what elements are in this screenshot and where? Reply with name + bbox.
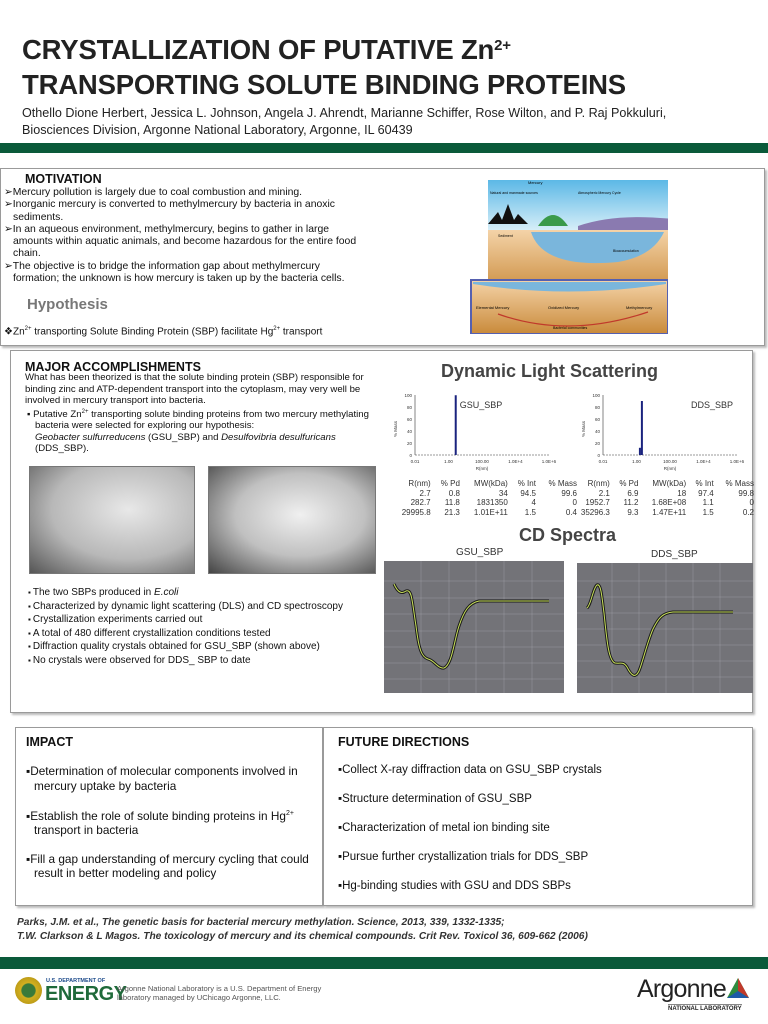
table-cell: 29995.8 [401,507,431,517]
text: Putative Zn [33,408,82,420]
text: (DDS_SBP). [35,443,89,455]
list-item: ▪ No crystals were observed for DDS_ SBP to date [25,654,385,668]
column-header: MW(kDa) [474,479,508,488]
diagram-label: Atmospheric Mercury Cycle [578,191,621,195]
species-2: Desulfovibria desulfuricans [221,431,336,443]
bullet-text: Inorganic mercury is converted to methylmercury by bacteria in anoxic sediments. [12,199,335,223]
dls-chart-dds [577,389,757,471]
accomplishments-list [25,586,385,667]
cd-curve-gsu [394,584,549,668]
doe-small-text: U.S. DEPARTMENT OF [46,978,106,984]
title-line-1: CRYSTALLIZATION OF PUTATIVE Zn [22,34,495,65]
cd-chart-gsu [384,561,564,693]
impact-list [24,764,319,881]
diagram-label: Natural and manmade sources [490,191,538,195]
x-tick-label: 1.0E+4 [696,459,711,464]
list-item: ▪Determination of molecular components involved in mercury uptake by bacteria [26,764,298,793]
crystal-photo-2 [208,466,376,574]
y-axis-label: % Mass [393,420,398,438]
table-cell: 1952.7 [585,498,610,507]
motivation-panel [0,168,765,346]
impact-panel [15,727,323,906]
table-cell: 0.4 [565,507,577,517]
table-cell: 1.1 [702,498,714,507]
table-cell: 1.5 [702,507,714,517]
reference: T.W. Clarkson & L Magos. The toxicology of mercury and its chemical compounds. Crit Rev. Toxicol 36, 609-662 (2006) [17,931,588,942]
list-item: ➢Mercury pollution is largely due to coal combustion and mining. [4,187,303,198]
text: Fill a gap understanding of mercury cycling that could result in better modeling and policy [30,851,309,881]
x-tick-label: 100.00 [475,459,489,464]
text: The two SBPs produced in [32,587,155,598]
list-item: ➢Inorganic mercury is converted to methylmercury by bacteria in anoxic sediments. [4,199,335,223]
sup: 2+ [81,408,89,415]
table-row [571,508,756,518]
table-cell: 0 [572,498,577,507]
column-header: % Pd [440,479,460,488]
sup: 2+ [285,810,294,817]
list-item: ▪Structure determination of GSU_SBP [338,793,532,805]
impact-heading: IMPACT [26,735,73,749]
text: Determination of molecular components involved in mercury uptake by bacteria [30,764,298,793]
diagram-label: Sediment [498,234,513,238]
diagram-label: Bioaccumulation [613,249,639,253]
chart-title: DDS_SBP [690,400,734,410]
header-divider [0,143,768,153]
table-cell: 6.9 [627,488,639,498]
dls-table-dds [571,479,756,517]
x-tick-label: 1.0E+6 [541,459,557,464]
text: Characterization of metal ion binding site [342,822,550,834]
text: Zn [12,326,25,338]
cd-label-dds: DDS_SBP [651,549,698,560]
accomplishments-heading: MAJOR ACCOMPLISHMENTS [25,360,201,374]
x-tick-label: 1.00 [632,459,641,464]
footer-line: Argonne National Laboratory is a U.S. Department of Energy [117,984,322,993]
y-tick-label: 100 [592,393,600,398]
x-tick-label: 100.00 [663,459,677,464]
bullet-text: Mercury pollution is largely due to coal combustion and mining. [12,187,303,198]
list-item: ▪Pursue further crystallization trials for DDS_SBP [338,851,589,863]
putative-text: ▪ Putative $Zn^{2+}$ transporting solute binding proteins from two mercury methylating bacteria were selected for exploring our hypothesis: Geobacter sulfurreducens (GSU_SBP) and Desulfovibria desulfuricans (DDS_SBP). [27,408,369,455]
table-header-row [391,479,579,489]
dls-bar [455,395,457,455]
accomplishments-intro-block [25,372,375,455]
diagram-label: Elemental Mercury [476,305,510,310]
authors: Othello Dione Herbert, Jessica L. Johnson, Angela J. Ahrendt, Marianne Schiffer, Rose Wilton, and P. Raj Pokkuluri, [22,106,667,120]
y-tick-label: 0 [409,453,412,458]
table-cell: 1.68E+08 [651,498,687,507]
text: (GSU_SBP) and [145,431,222,443]
table-cell: 11.2 [623,498,639,507]
diagram-label: Bacterial communities [553,326,588,330]
cd-curve-dds-highlight [587,585,733,676]
table-cell: 35296.3 [580,507,610,517]
footer-line: laboratory managed by UChicago Argonne, LLC. [117,993,281,1002]
gridlines [577,563,753,693]
table-cell: 2.7 [419,488,431,498]
table-cell: 0.8 [448,488,460,498]
y-tick-label: 40 [406,429,412,434]
column-header: % Int [695,479,714,488]
intro-text: What has been theorized is that the solute binding protein (SBP) responsible for binding zinc and ATP-dependent transport into the cytoplasm, may very well be involved in mercury transport into bacteria. [25,372,364,406]
cd-label-gsu: GSU_SBP [456,547,504,558]
column-header: R(nm) [587,479,610,488]
motivation-heading: MOTIVATION [25,172,102,186]
diagram-label: Oxidized Mercury [548,305,580,310]
table-cell: 9.3 [627,507,639,517]
table-cell: 34 [498,488,508,498]
text: transport [280,326,323,338]
column-header: % Pd [619,479,639,488]
y-tick-label: 40 [594,429,600,434]
x-tick-label: 0.01 [598,459,608,464]
x-axis-label: R(nm) [475,466,489,471]
list-item: ▪Characterization of metal ion binding site [338,822,550,834]
chart-title: GSU_SBP [459,400,503,410]
bullet-text: The objective is to bridge the information gap about methylmercury formation; the unknown is how mercury is taken up by the bacteria cells. [12,260,345,285]
hypothesis-heading: Hypothesis [27,296,108,313]
sup: 2+ [273,326,281,332]
footer-divider [0,957,768,969]
doe-seal-logo [15,977,42,1004]
table-row [571,498,756,508]
table-row [391,498,579,508]
reference: Parks, J.M. et al., The genetic basis for bacterial mercury methylation. Science, 2013, 339, 1332-1335; [17,917,505,928]
list-item [25,586,385,600]
title-superscript: 2+ [494,37,511,54]
column-header: % Int [517,479,536,488]
y-tick-label: 60 [406,417,412,422]
text: transporting solute binding proteins from two mercury methylating bacteria were selected for exploring our hypothesis: [35,408,369,432]
authors-block [22,105,666,139]
table-cell: 0 [749,498,754,507]
dls-table-gsu [391,479,579,517]
title-line-2: TRANSPORTING SOLUTE BINDING PROTEINS [22,69,626,100]
doe-logo-text: ENERGY [45,983,127,1005]
gridlines [384,561,564,693]
list-item: ▪Fill a gap understanding of mercury cycling that could result in better modeling and policy [26,851,309,881]
argonne-logo-text: Argonne [637,975,726,1003]
x-tick-label: 1.0E+6 [729,459,745,464]
text: transporting Solute Binding Protein (SBP) facilitate Hg [31,326,274,338]
table-row [571,489,756,499]
table-cell: 11.8 [444,498,460,507]
future-heading: FUTURE DIRECTIONS [338,735,470,749]
cd-heading: CD Spectra [519,525,617,545]
x-tick-label: 1.00 [444,459,453,464]
dls-heading: Dynamic Light Scattering [441,361,659,381]
references [17,916,588,944]
text: Hg-binding studies with GSU and DDS SBPs [342,880,571,892]
column-header: MW(kDa) [652,479,687,488]
list-item: ▪ Diffraction quality crystals obtained for GSU_SBP (shown above) [25,640,385,654]
motivation-list [4,187,359,285]
y-tick-label: 20 [594,441,600,446]
table-row [391,489,579,499]
poster-title [22,28,626,102]
dls-chart-gsu [389,389,569,471]
table-cell: 97.4 [698,488,714,498]
crystal-photo-1 [29,466,195,574]
mercury-cycle-diagram [468,174,668,334]
y-tick-label: 80 [406,405,412,410]
column-header: % Mass [548,479,577,488]
affiliation: Biosciences Division, Argonne National Laboratory, Argonne, IL 60439 [22,123,413,137]
list-item: ▪ A total of 480 different crystallization conditions tested [25,627,385,641]
argonne-triangle-logo [726,977,750,999]
table-cell: 94.5 [520,488,536,498]
y-axis-label: % Mass [581,420,586,438]
table-cell: 21.3 [444,507,460,517]
list-item: ➢The objective is to bridge the information gap about methylmercury formation; the unknown is how mercury is taken up by the bacteria cells. [4,260,345,285]
accomplishments-panel [10,350,753,713]
y-tick-label: 100 [404,393,412,398]
x-tick-label: 1.0E+4 [508,459,523,464]
future-list [338,763,602,893]
species-1: Geobacter sulfurreducens [35,431,146,443]
list-item: ➢In an aqueous environment, methylmercury, begins to gather in large amounts within aquatic animals, and become hazardous for the entire food chain. [4,223,357,260]
table-cell: 99.6 [561,488,577,498]
y-tick-label: 60 [594,417,600,422]
argonne-subtext: NATIONAL LABORATORY [668,1006,742,1012]
list-item: ▪Collect X-ray diffraction data on GSU_SBP crystals [338,764,602,776]
column-header: R(nm) [408,479,431,488]
x-axis-label: R(nm) [663,466,677,471]
table-cell: 1831350 [476,498,508,507]
x-tick-label: 0.01 [410,459,420,464]
table-cell: 1.01E+11 [473,507,508,517]
future-directions-panel [323,727,753,906]
table-row [391,508,579,518]
table-cell: 282.7 [410,498,431,507]
y-tick-label: 20 [406,441,412,446]
table-cell: 2.1 [598,488,610,498]
list-item: ▪Establish the role of solute binding proteins in $Hg^{2+}$ transport in bacteria [26,808,294,838]
text: transport in bacteria [34,823,139,838]
bullet-text: In an aqueous environment, methylmercury, begins to gather in large amounts within aquatic animals, and become hazardous for the entire food chain. [12,223,357,260]
text: E.coli [154,587,179,598]
column-header: % Mass [725,479,754,488]
table-cell: 18 [677,488,687,498]
sup: 2+ [24,326,32,332]
list-item: ▪ Crystallization experiments carried out [25,613,385,627]
diagram-label: Mercury [528,180,543,185]
list-item: ▪Hg-binding studies with GSU and DDS SBPs [338,880,571,892]
y-tick-label: 80 [594,405,600,410]
footer-text [117,984,321,1002]
dls-bar [641,401,643,455]
text: Pursue further crystallization trials for DDS_SBP [342,851,589,863]
dls-bar [639,448,641,455]
text: Establish the role of solute binding proteins in Hg [30,808,286,823]
hypothesis-text: $❖Zn^{2+}$ transporting Solute Binding Protein (SBP) facilitate $Hg^{2+}$ transport [4,326,323,338]
table-cell: 1.47E+11 [652,507,687,517]
list-item: ▪ Characterized by dynamic light scattering (DLS) and CD spectroscopy [25,600,385,614]
cd-chart-dds [577,563,753,693]
table-cell: 99.8 [738,488,754,498]
y-tick-label: 0 [597,453,600,458]
table-header-row [571,479,756,489]
cd-curve-dds [587,585,733,676]
diagram-label: Methylmercury [626,305,653,310]
table-cell: 4 [531,498,536,507]
text: Structure determination of GSU_SBP [342,793,532,805]
table-cell: 1.5 [524,507,536,517]
text: Collect X-ray diffraction data on GSU_SBP crystals [342,764,602,776]
table-cell: 0.2 [742,507,754,517]
